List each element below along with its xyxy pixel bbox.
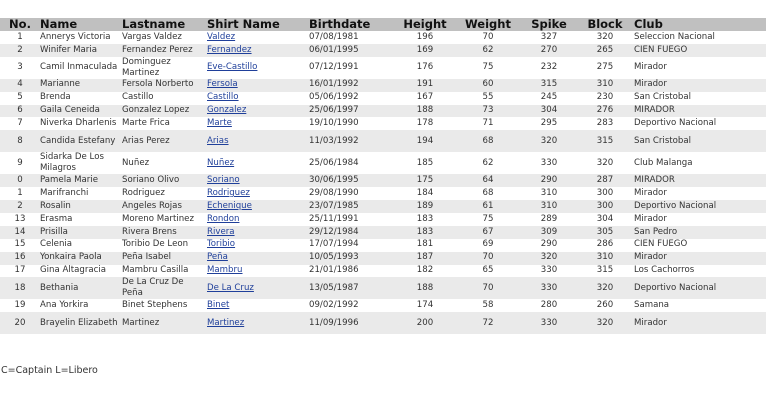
player-birthdate: 07/08/1981 [307,31,394,44]
player-birthdate: 23/07/1985 [307,200,394,213]
player-shirt-name-link[interactable]: Martinez [207,317,245,328]
table-row [0,299,766,312]
player-weight: 60 [454,79,520,92]
player-last-name: Vargas Valdez [120,31,205,44]
header-shirt-name: Shirt Name [205,18,307,31]
player-first-name: Yonkaira Paola [38,252,120,265]
shirt-name-cell [205,152,307,174]
player-shirt-name-link[interactable]: Valdez [207,31,236,42]
player-number: 5 [0,92,38,105]
player-height: 191 [394,79,454,92]
player-weight: 58 [454,299,520,312]
header-block: Block [576,18,632,31]
shirt-name-cell [205,299,307,312]
player-number: 13 [0,213,38,226]
player-spike: 330 [520,312,576,334]
player-block: 275 [576,57,632,79]
player-number: 18 [0,277,38,299]
player-shirt-name-link[interactable]: Arias [207,135,229,146]
player-spike: 310 [520,187,576,200]
player-spike: 330 [520,265,576,278]
table-row [0,105,766,118]
player-club: San Pedro [632,226,766,239]
player-weight: 73 [454,105,520,118]
player-height: 184 [394,187,454,200]
shirt-name-cell [205,105,307,118]
shirt-name-cell [205,117,307,130]
player-weight: 72 [454,312,520,334]
table-row [0,31,766,44]
player-last-name: Castillo [120,92,205,105]
player-birthdate: 16/01/1992 [307,79,394,92]
player-shirt-name-link[interactable]: De La Cruz [207,282,254,293]
table-row [0,213,766,226]
player-first-name: Rosalin [38,200,120,213]
player-club: Mirador [632,252,766,265]
table-header-row [0,18,766,31]
table-row [0,252,766,265]
player-block: 320 [576,277,632,299]
player-shirt-name-link[interactable]: Fersola [207,79,238,90]
player-last-name: Nuñez [120,152,205,174]
table-row [0,79,766,92]
header-birthdate: Birthdate [307,18,394,31]
player-spike: 295 [520,117,576,130]
shirt-name-cell [205,239,307,252]
player-birthdate: 29/08/1990 [307,187,394,200]
player-spike: 327 [520,31,576,44]
player-birthdate: 13/05/1987 [307,277,394,299]
header-name: Name [38,18,120,31]
player-weight: 75 [454,213,520,226]
player-height: 183 [394,213,454,226]
player-first-name: Candida Estefany [38,130,120,152]
player-club: Mirador [632,187,766,200]
player-shirt-name-link[interactable]: Fernandez [207,44,252,55]
player-number: 7 [0,117,38,130]
player-last-name: Mambru Casilla [120,265,205,278]
player-last-name: Soriano Olivo [120,174,205,187]
player-last-name: Marte Frica [120,117,205,130]
table-row [0,130,766,152]
player-last-name: Martinez [120,312,205,334]
player-weight: 55 [454,92,520,105]
player-block: 310 [576,79,632,92]
player-number: 16 [0,252,38,265]
header-lastname: Lastname [120,18,205,31]
player-spike: 330 [520,152,576,174]
player-spike: 330 [520,277,576,299]
player-height: 178 [394,117,454,130]
player-shirt-name-link[interactable]: Rivera [207,226,235,237]
player-birthdate: 19/10/1990 [307,117,394,130]
header-club: Club [632,18,766,31]
player-number: 15 [0,239,38,252]
player-block: 310 [576,252,632,265]
header-weight: Weight [454,18,520,31]
player-shirt-name-link[interactable]: Castillo [207,92,239,103]
player-number: 17 [0,265,38,278]
player-number: 2 [0,44,38,57]
player-spike: 290 [520,174,576,187]
player-last-name: Rodriguez [120,187,205,200]
player-number: 0 [0,174,38,187]
player-spike: 320 [520,130,576,152]
player-club: Seleccion Nacional [632,31,766,44]
player-spike: 280 [520,299,576,312]
player-height: 176 [394,57,454,79]
player-club: Mirador [632,57,766,79]
roster-table [0,18,766,334]
table-row [0,226,766,239]
player-last-name: De La Cruz De Peña [120,277,205,299]
player-shirt-name-link[interactable]: Rondon [207,213,240,224]
player-club: CIEN FUEGO [632,44,766,57]
player-number: 14 [0,226,38,239]
player-birthdate: 05/06/1992 [307,92,394,105]
player-last-name: Fersola Norberto [120,79,205,92]
player-height: 189 [394,200,454,213]
table-row [0,57,766,79]
player-weight: 68 [454,187,520,200]
table-row [0,92,766,105]
header-no: No. [0,18,38,31]
player-height: 183 [394,226,454,239]
player-first-name: Celenia [38,239,120,252]
player-shirt-name-link[interactable]: Rodriguez [207,187,250,198]
player-spike: 304 [520,105,576,118]
player-block: 320 [576,152,632,174]
player-birthdate: 30/06/1995 [307,174,394,187]
player-height: 182 [394,265,454,278]
shirt-name-cell [205,174,307,187]
player-first-name: Gaila Ceneida [38,105,120,118]
player-height: 169 [394,44,454,57]
player-weight: 70 [454,277,520,299]
player-height: 181 [394,239,454,252]
player-block: 300 [576,200,632,213]
player-club: Deportivo Nacional [632,117,766,130]
player-height: 188 [394,277,454,299]
table-row [0,312,766,334]
player-last-name: Arias Perez [120,130,205,152]
header-height: Height [394,18,454,31]
player-spike: 290 [520,239,576,252]
player-first-name: Niverka Dharlenis [38,117,120,130]
player-last-name: Angeles Rojas [120,200,205,213]
player-birthdate: 25/11/1991 [307,213,394,226]
table-row [0,277,766,299]
roster-body [0,31,766,334]
player-weight: 61 [454,200,520,213]
player-shirt-name-link[interactable]: Echenique [207,200,252,211]
shirt-name-cell [205,92,307,105]
table-row [0,117,766,130]
player-spike: 320 [520,252,576,265]
player-club: San Cristobal [632,92,766,105]
player-birthdate: 11/09/1996 [307,312,394,334]
shirt-name-cell [205,312,307,334]
table-row [0,187,766,200]
player-club: Mirador [632,79,766,92]
player-height: 167 [394,92,454,105]
player-weight: 62 [454,44,520,57]
player-club: Los Cachorros [632,265,766,278]
shirt-name-cell [205,130,307,152]
player-shirt-name-link[interactable]: Gonzalez [207,105,247,116]
player-block: 230 [576,92,632,105]
player-number: 8 [0,130,38,152]
player-height: 187 [394,252,454,265]
player-last-name: Fernandez Perez [120,44,205,57]
player-height: 185 [394,152,454,174]
player-last-name: Peña Isabel [120,252,205,265]
player-first-name: Prisilla [38,226,120,239]
player-spike: 289 [520,213,576,226]
player-height: 194 [394,130,454,152]
player-block: 283 [576,117,632,130]
header-spike: Spike [520,18,576,31]
player-first-name: Brenda [38,92,120,105]
player-first-name: Ana Yorkira [38,299,120,312]
table-row [0,200,766,213]
player-birthdate: 25/06/1997 [307,105,394,118]
player-spike: 309 [520,226,576,239]
player-first-name: Bethania [38,277,120,299]
player-birthdate: 11/03/1992 [307,130,394,152]
player-shirt-name-link[interactable]: Binet [207,300,230,311]
player-weight: 69 [454,239,520,252]
player-shirt-name-link[interactable]: Marte [207,118,232,129]
player-number: 20 [0,312,38,334]
player-last-name: Toribio De Leon [120,239,205,252]
player-birthdate: 07/12/1991 [307,57,394,79]
table-row [0,265,766,278]
player-number: 1 [0,187,38,200]
shirt-name-cell [205,31,307,44]
player-number: 3 [0,57,38,79]
player-shirt-name-link[interactable]: Toribio [207,239,236,250]
player-weight: 71 [454,117,520,130]
player-last-name: Binet Stephens [120,299,205,312]
player-club: MIRADOR [632,174,766,187]
player-number: 19 [0,299,38,312]
legend-text: C=Captain L=Libero [1,365,98,376]
player-first-name: Marifranchi [38,187,120,200]
player-weight: 67 [454,226,520,239]
player-shirt-name-link[interactable]: Soriano [207,175,240,186]
table-row [0,239,766,252]
player-first-name: Erasma [38,213,120,226]
player-block: 265 [576,44,632,57]
player-shirt-name-link[interactable]: Eve-Castillo [207,62,258,73]
shirt-name-cell [205,187,307,200]
shirt-name-cell [205,213,307,226]
player-number: 1 [0,31,38,44]
shirt-name-cell [205,44,307,57]
player-block: 320 [576,312,632,334]
player-spike: 270 [520,44,576,57]
player-weight: 70 [454,31,520,44]
player-shirt-name-link[interactable]: Nuñez [207,157,235,168]
player-block: 300 [576,187,632,200]
player-block: 276 [576,105,632,118]
player-club: Deportivo Nacional [632,277,766,299]
shirt-name-cell [205,252,307,265]
player-number: 6 [0,105,38,118]
player-club: Deportivo Nacional [632,200,766,213]
player-block: 305 [576,226,632,239]
player-shirt-name-link[interactable]: Mambru [207,265,243,276]
player-first-name: Brayelin Elizabeth [38,312,120,334]
shirt-name-cell [205,200,307,213]
player-weight: 75 [454,57,520,79]
player-club: CIEN FUEGO [632,239,766,252]
player-weight: 70 [454,252,520,265]
player-weight: 68 [454,130,520,152]
player-club: Mirador [632,213,766,226]
player-spike: 315 [520,79,576,92]
player-first-name: Camil Inmaculada [38,57,120,79]
shirt-name-cell [205,277,307,299]
player-club: MIRADOR [632,105,766,118]
player-first-name: Pamela Marie [38,174,120,187]
player-block: 320 [576,31,632,44]
shirt-name-cell [205,79,307,92]
player-birthdate: 09/02/1992 [307,299,394,312]
player-weight: 62 [454,152,520,174]
player-height: 196 [394,31,454,44]
player-club: Club Malanga [632,152,766,174]
player-height: 200 [394,312,454,334]
player-number: 9 [0,152,38,174]
player-block: 315 [576,130,632,152]
player-club: San Cristobal [632,130,766,152]
player-first-name: Winifer Maria [38,44,120,57]
player-last-name: Gonzalez Lopez [120,105,205,118]
player-first-name: Annerys Victoria [38,31,120,44]
player-birthdate: 21/01/1986 [307,265,394,278]
player-shirt-name-link[interactable]: Peña [207,252,228,263]
table-row [0,44,766,57]
player-spike: 245 [520,92,576,105]
player-block: 304 [576,213,632,226]
player-weight: 64 [454,174,520,187]
player-birthdate: 17/07/1994 [307,239,394,252]
player-club: Mirador [632,312,766,334]
player-spike: 232 [520,57,576,79]
player-last-name: Dominguez Martinez [120,57,205,79]
player-block: 315 [576,265,632,278]
player-last-name: Moreno Martinez [120,213,205,226]
player-birthdate: 10/05/1993 [307,252,394,265]
player-last-name: Rivera Brens [120,226,205,239]
player-height: 188 [394,105,454,118]
player-birthdate: 06/01/1995 [307,44,394,57]
player-spike: 310 [520,200,576,213]
player-first-name: Sidarka De Los Milagros [38,152,120,174]
player-weight: 65 [454,265,520,278]
player-birthdate: 25/06/1984 [307,152,394,174]
player-first-name: Marianne [38,79,120,92]
player-block: 286 [576,239,632,252]
table-row [0,152,766,174]
player-club: Samana [632,299,766,312]
shirt-name-cell [205,226,307,239]
player-block: 260 [576,299,632,312]
player-height: 175 [394,174,454,187]
table-row [0,174,766,187]
player-birthdate: 29/12/1984 [307,226,394,239]
shirt-name-cell [205,265,307,278]
player-block: 287 [576,174,632,187]
player-number: 2 [0,200,38,213]
player-first-name: Gina Altagracia [38,265,120,278]
player-number: 4 [0,79,38,92]
player-height: 174 [394,299,454,312]
shirt-name-cell [205,57,307,79]
